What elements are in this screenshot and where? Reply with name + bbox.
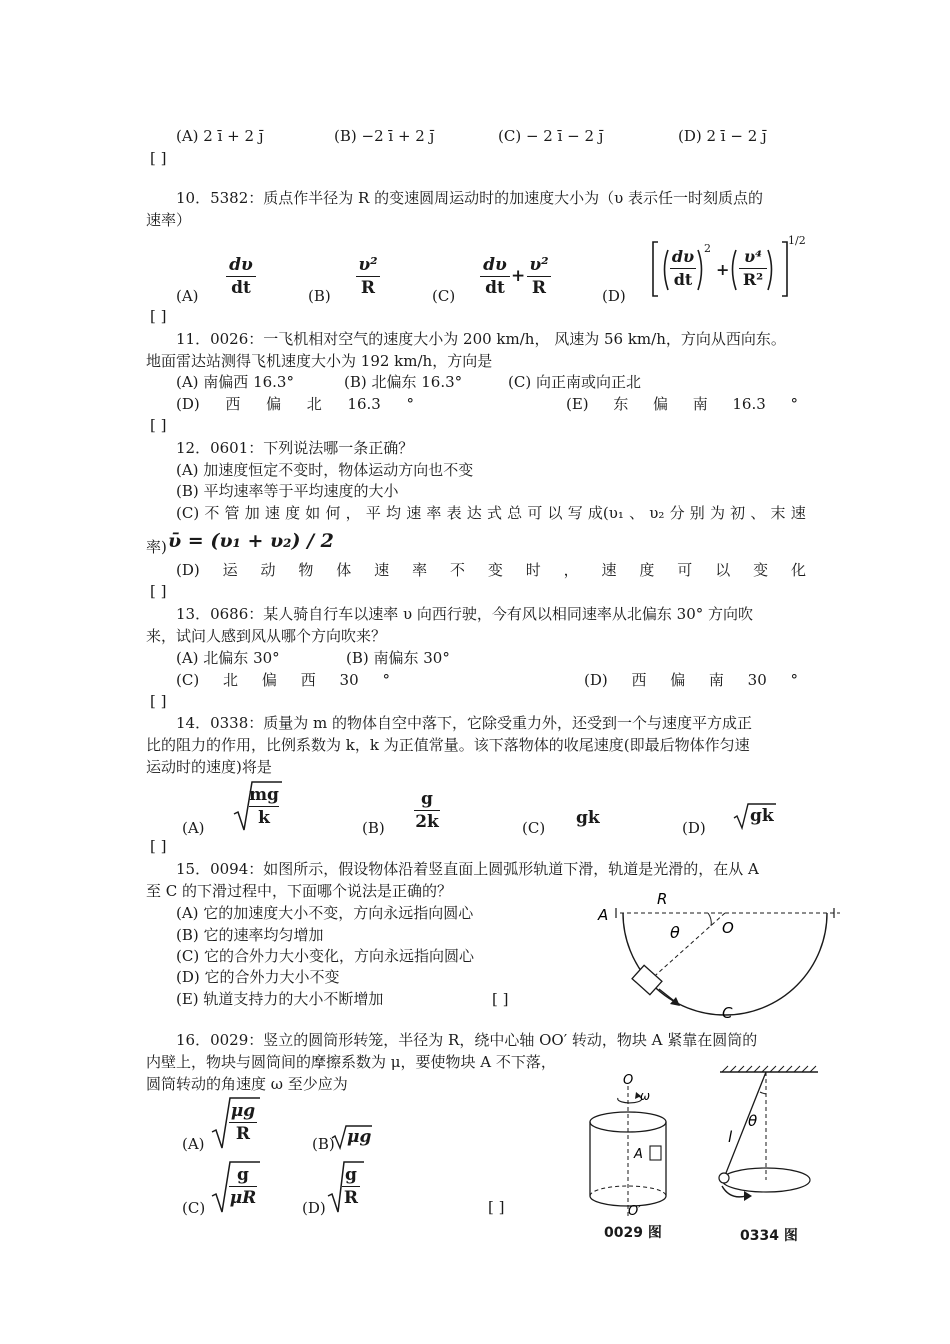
q9-option-a: (A) 2 ī + 2 j̄	[176, 127, 264, 145]
q12-d-token: 率	[412, 561, 428, 579]
q12-c-token: 为	[709, 504, 725, 522]
q12-option-a: (A) 加速度恒定不变时，物体运动方向也不变	[176, 461, 474, 479]
q13-d-token: 30	[747, 671, 767, 689]
q13-answer-bracket: [ ]	[150, 692, 167, 710]
conical-pendulum-diagram	[700, 1062, 830, 1222]
q15-stem-line2: 至 C 的下滑过程中，下面哪个说法是正确的？	[146, 882, 453, 900]
q12-d-token: (D)	[176, 561, 200, 579]
q12-c-token: 达	[466, 504, 482, 522]
q13-stem-line2: 来，试问人感到风从哪个方向吹来？	[146, 627, 387, 645]
q11-d-token: (D)	[176, 395, 200, 413]
q10-formula-b: υ² R	[350, 254, 386, 299]
q14-label-d: (D)	[682, 819, 706, 837]
q12-c-token: 以	[547, 504, 563, 522]
q13-d-token: 西	[631, 671, 647, 689]
q15-radius-line	[648, 913, 725, 982]
q10-label-c: (C)	[432, 287, 456, 305]
q10-label-d: (D)	[602, 287, 626, 305]
q12-answer-bracket: [ ]	[150, 582, 167, 600]
q16-label-O-prime: O′	[628, 1204, 642, 1219]
q12-c-token: 平	[365, 504, 381, 522]
q12-c-token: 速	[790, 504, 806, 522]
q16-stem-line2: 内壁上，物块与圆筒间的摩擦系数为 μ，要使物块 A 不下落，	[146, 1053, 556, 1071]
q13-c-token: °	[382, 671, 390, 689]
q14-formula-d: gk	[750, 806, 774, 826]
q16-label-b: (B)	[312, 1135, 335, 1153]
q11-d-token: °	[406, 395, 414, 413]
q11-option-d	[176, 394, 414, 414]
q12-d-token: 以	[715, 561, 731, 579]
q9-option-b: (B) −2 ī + 2 j̄	[334, 127, 435, 145]
pendulum-label-l: l	[728, 1128, 733, 1146]
q13-d-token: 南	[708, 671, 724, 689]
q14-label-b: (B)	[362, 819, 385, 837]
q10-formula-c-plus: +	[511, 266, 526, 286]
q11-d-token: 西	[225, 395, 241, 413]
q15-stem-line1: 15．0094：如图所示，假设物体沿着竖直面上圆弧形轨道下滑，轨道是光滑的，在从 A	[176, 860, 759, 878]
q12-c-token: 、	[750, 504, 766, 522]
q11-option-a: (A) 南偏西 16.3°	[176, 373, 294, 391]
q12-c-token: 加	[244, 504, 260, 522]
q12-c-token: 总	[507, 504, 523, 522]
q15-track-diagram	[590, 886, 850, 1026]
q10-formula-d	[650, 236, 810, 300]
q12-d-token: 不	[449, 561, 465, 579]
q15-label-theta: θ	[670, 923, 680, 942]
q10-stem-line2: 速率）	[146, 211, 192, 229]
q16-label-A: A	[634, 1147, 643, 1162]
q12-average-speed-formula: ῡ = (υ₁ + υ₂) / 2	[168, 530, 334, 552]
q15-option-a: (A) 它的加速度大小不变，方向永远指向圆心	[176, 904, 474, 922]
q13-d-token: 偏	[670, 671, 686, 689]
q10-d-outer-exp: 1/2	[788, 234, 806, 247]
q12-d-token: ，	[563, 561, 579, 579]
q13-c-token: 偏	[261, 671, 277, 689]
q16-formula-c: g μR	[229, 1165, 257, 1208]
q9-answer-bracket: [ ]	[150, 149, 167, 167]
q12-d-token: 时	[525, 561, 541, 579]
q16-formula-b: μg	[347, 1127, 372, 1147]
pendulum-string	[724, 1072, 766, 1178]
q12-option-c	[176, 503, 806, 523]
q16-label-a: (A)	[182, 1135, 205, 1153]
q10-answer-bracket: [ ]	[150, 307, 167, 325]
q11-answer-bracket: [ ]	[150, 416, 167, 434]
q11-e-token: 东	[613, 395, 629, 413]
q13-option-b: (B) 南偏东 30°	[346, 649, 450, 667]
q13-option-d	[584, 670, 798, 690]
q14-stem-line1: 14．0338：质量为 m 的物体自空中落下，它除受重力外，还受到一个与速度平方成正	[176, 714, 753, 732]
q12-d-token: 变	[487, 561, 503, 579]
q13-c-token: 北	[223, 671, 239, 689]
q12-c-token: 、	[629, 504, 645, 522]
q16-stem-line3: 圆筒转动的角速度 ω 至少应为	[146, 1075, 348, 1093]
q11-option-e	[566, 394, 798, 414]
q11-stem-line2: 地面雷达站测得飞机速度大小为 192 km/h，方向是	[146, 352, 493, 370]
q11-e-token: 16.3	[732, 395, 766, 413]
q15-option-d: (D) 它的合外力大小不变	[176, 968, 340, 986]
q10-d-inner-frac2: υ⁴ R²	[736, 246, 770, 291]
q12-c-token: 写	[567, 504, 583, 522]
q10-formula-a: dυ dt	[222, 254, 260, 299]
q12-stem: 12．0601：下列说法哪一条正确？	[176, 439, 414, 457]
pendulum-bob	[719, 1173, 729, 1183]
q12-option-d	[176, 560, 806, 580]
q12-c-token: ，	[345, 504, 361, 522]
q15-label-C: C	[722, 1004, 733, 1022]
q10-stem-line1: 10．5382：质点作半径为 R 的变速圆周运动时的加速度大小为（υ 表示任一时刻质点的	[176, 189, 763, 207]
q11-stem-line1: 11．0026：一飞机相对空气的速度大小为 200 km/h， 风速为 56 km/h，方向从西向东。	[176, 330, 786, 348]
q15-option-e: (E) 轨道支持力的大小不断增加	[176, 990, 384, 1008]
pendulum-fig-caption: 0334 图	[740, 1228, 798, 1244]
pendulum-theta-arc	[760, 1092, 766, 1094]
q13-c-token: 30	[339, 671, 359, 689]
q10-formula-c-term2: υ² R	[522, 254, 556, 299]
q16-label-d: (D)	[302, 1199, 326, 1217]
q16-cylinder-diagram	[578, 1070, 688, 1220]
q14-answer-bracket: [ ]	[150, 837, 167, 855]
q12-c-token: 不	[204, 504, 220, 522]
q14-formula-b: g 2k	[415, 789, 439, 832]
q9-option-d: (D) 2 ī − 2 j̄	[678, 127, 767, 145]
q10-d-inner-frac1: dυ dt	[671, 247, 695, 289]
q11-e-token: °	[790, 395, 798, 413]
q12-c-token: 率	[426, 504, 442, 522]
q12-c-token: 成(υ₁	[587, 504, 624, 522]
q10-formula-c-term1: dυ dt	[476, 254, 514, 299]
q15-theta-arc	[708, 913, 711, 926]
q16-label-c: (C)	[182, 1199, 206, 1217]
q12-d-token: 动	[260, 561, 276, 579]
q14-formula-c: gk	[576, 808, 600, 828]
q11-option-c: (C) 向正南或向正北	[508, 373, 641, 391]
q16-fig1-caption: 0029 图	[604, 1225, 662, 1241]
q9-option-c: (C) − 2 ī − 2 j̄	[498, 127, 604, 145]
q14-label-c: (C)	[522, 819, 546, 837]
q16-answer-bracket: [ ]	[488, 1198, 505, 1216]
q12-c-token: 分	[669, 504, 685, 522]
q12-d-token: 度	[639, 561, 655, 579]
q12-d-token: 变	[753, 561, 769, 579]
q15-label-O: O	[722, 919, 734, 937]
q11-e-token: (E)	[566, 395, 589, 413]
q12-c-token: 速	[264, 504, 280, 522]
q13-stem-line1: 13．0686：某人骑自行车以速率 υ 向西行驶，今有风以相同速率从北偏东 30° 方向吹	[176, 605, 754, 623]
q12-c-token: υ₂	[649, 504, 665, 522]
q14-stem-line3: 运动时的速度)将是	[146, 758, 272, 776]
q11-d-token: 北	[306, 395, 322, 413]
q10-label-a: (A)	[176, 287, 199, 305]
q15-option-b: (B) 它的速率均匀增加	[176, 926, 324, 944]
q12-c-token: 末	[770, 504, 786, 522]
pendulum-ceiling-hatch	[722, 1066, 816, 1072]
q12-d-token: 化	[790, 561, 806, 579]
q12-d-token: 速	[374, 561, 390, 579]
pendulum-label-theta: θ	[748, 1112, 758, 1130]
q15-answer-bracket: [ ]	[492, 990, 509, 1008]
q13-c-token: (C)	[176, 671, 200, 689]
q12-option-c-end: 率)	[146, 538, 167, 556]
q12-d-token: 速	[601, 561, 617, 579]
q12-c-token: 式	[486, 504, 502, 522]
q12-c-token: 可	[527, 504, 543, 522]
q12-d-token: 物	[298, 561, 314, 579]
q15-option-c: (C) 它的合外力大小变化，方向永远指向圆心	[176, 947, 474, 965]
q13-option-c	[176, 670, 390, 690]
q12-c-token: 何	[325, 504, 341, 522]
q13-c-token: 西	[300, 671, 316, 689]
q13-d-token: (D)	[584, 671, 608, 689]
q11-d-token: 16.3	[347, 395, 381, 413]
q13-option-a: (A) 北偏东 30°	[176, 649, 280, 667]
q12-c-token: 管	[224, 504, 240, 522]
q12-c-token: 表	[446, 504, 462, 522]
q14-formula-a: mg k	[249, 785, 279, 828]
q11-option-b: (B) 北偏东 16.3°	[344, 373, 463, 391]
q12-c-token: (C)	[176, 504, 200, 522]
q12-option-b: (B) 平均速率等于平均速度的大小	[176, 482, 399, 500]
q16-label-O: O	[623, 1073, 634, 1088]
q12-c-token: 速	[406, 504, 422, 522]
q12-d-token: 体	[336, 561, 352, 579]
q13-d-token: °	[790, 671, 798, 689]
q10-d-square-exp: 2	[704, 242, 711, 255]
q11-e-token: 南	[692, 395, 708, 413]
q11-e-token: 偏	[653, 395, 669, 413]
q14-label-a: (A)	[182, 819, 205, 837]
q15-label-R: R	[657, 890, 668, 908]
q10-label-b: (B)	[308, 287, 331, 305]
q11-d-token: 偏	[266, 395, 282, 413]
q14-stem-line2: 比的阻力的作用，比例系数为 k，k 为正值常量。该下落物体的收尾速度(即最后物体作匀速	[146, 736, 750, 754]
q16-formula-d: g R	[343, 1165, 359, 1208]
q16-formula-a: μg R	[230, 1101, 256, 1144]
q15-label-A: A	[598, 906, 609, 924]
q16-block-A	[650, 1146, 661, 1160]
q16-label-omega: ω	[640, 1089, 651, 1103]
q12-c-token: 初	[730, 504, 746, 522]
q12-c-token: 别	[689, 504, 705, 522]
q12-d-token: 可	[677, 561, 693, 579]
q12-c-token: 如	[305, 504, 321, 522]
pendulum-arrow-head	[744, 1191, 752, 1201]
q10-d-plus: +	[716, 260, 730, 279]
q12-d-token: 运	[222, 561, 238, 579]
q12-c-token: 均	[386, 504, 402, 522]
q16-stem-line1: 16．0029：竖立的圆筒形转笼，半径为 R，绕中心轴 OO′ 转动，物块 A 紧靠在圆筒的	[176, 1031, 758, 1049]
q12-c-token: 度	[285, 504, 301, 522]
